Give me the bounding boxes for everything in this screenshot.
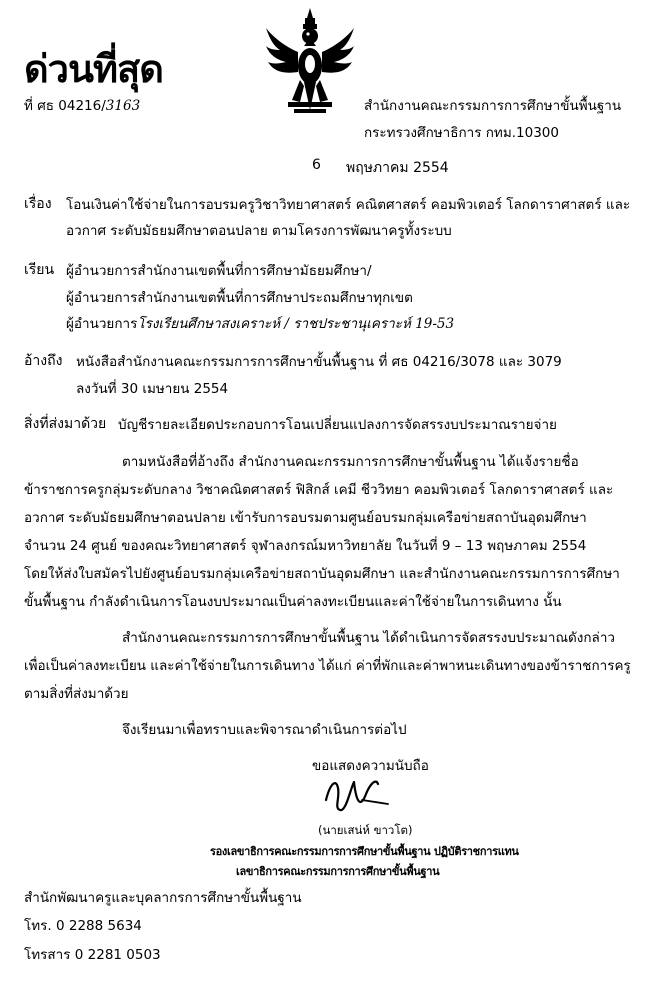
reference-line2: ลงวันที่ 30 เมษายน 2554 xyxy=(76,381,229,397)
signer-title-line1: รองเลขาธิการคณะกรรมการการศึกษาขั้นพื้นฐาน ปฏิบัติราชการแทน xyxy=(210,845,519,858)
recipient-line3-handwritten: โรงเรียนศึกษาสงเคราะห์ / ราชประชานุเคราะห์ 19-53 xyxy=(137,316,455,332)
body-paragraph1-line2: ข้าราชการครูกลุ่มระดับกลาง วิชาคณิตศาสตร์ ฟิสิกส์ เคมี ชีววิทยา คอมพิวเตอร์ โลกดาราศาสตร์ และ xyxy=(24,482,614,498)
issuing-office-line2: กระทรวงศึกษาธิการ กทม.10300 xyxy=(364,125,559,141)
closing-salutation: ขอแสดงความนับถือ xyxy=(312,758,429,774)
issuing-office-line1: สำนักงานคณะกรรมการการศึกษาขั้นพื้นฐาน xyxy=(364,98,622,114)
recipient-label: เรียน xyxy=(24,262,55,278)
date-day: 6 xyxy=(312,157,321,173)
body-paragraph2-line2: เพื่อเป็นค่าลงทะเบียน และค่าใช้จ่ายในการเดินทาง ได้แก่ ค่าที่พักและค่าพาหนะเดินทางของข้าราชการครู xyxy=(24,658,631,674)
recipient-line1: ผู้อำนวยการสำนักงานเขตพื้นที่การศึกษามัธยมศึกษา/ xyxy=(66,263,372,279)
subject-line1: โอนเงินค่าใช้จ่ายในการอบรมครูวิชาวิทยาศาสตร์ คณิตศาสตร์ คอมพิวเตอร์ โลกดาราศาสตร์ และ xyxy=(66,197,631,213)
enclosure-label: สิ่งที่ส่งมาด้วย xyxy=(24,416,107,432)
body-paragraph2-line1: สำนักงานคณะกรรมการการศึกษาขั้นพื้นฐาน ได้ดำเนินการจัดสรรงบประมาณดังกล่าว xyxy=(122,630,615,646)
signer-title-line2: เลขาธิการคณะกรรมการการศึกษาขั้นพื้นฐาน xyxy=(236,865,440,878)
reference-label: อ้างถึง xyxy=(24,353,63,369)
body-paragraph1-line5: โดยให้ส่งใบสมัครไปยังศูนย์อบรมกลุ่มเครือข่ายสถาบันอุดมศึกษา และสำนักงานคณะกรรมการการศึกษา xyxy=(24,566,620,582)
signer-name: (นายเสน่ห์ ขาวโต) xyxy=(318,823,413,837)
enclosure-text: บัญชีรายละเอียดประกอบการโอนเปลี่ยนแปลงการจัดสรรงบประมาณรายจ่าย xyxy=(118,417,557,433)
recipient-line3 xyxy=(66,312,454,334)
subject-label: เรื่อง xyxy=(24,196,52,212)
contact-office: สำนักพัฒนาครูและบุคลากรการศึกษาขั้นพื้นฐาน xyxy=(24,890,302,906)
recipient-line3-printed: ผู้อำนวยการ xyxy=(66,316,138,332)
urgency-stamp: ด่วนที่สุด xyxy=(24,47,163,91)
body-paragraph1-line6: ขั้นพื้นฐาน กำลังดำเนินการโอนงบประมาณเป็นค่าลงทะเบียนและค่าใช้จ่ายในการเดินทาง นั้น xyxy=(24,594,562,610)
body-paragraph2-line3: ตามสิ่งที่ส่งมาด้วย xyxy=(24,686,129,702)
body-paragraph1-line4: จำนวน 24 ศูนย์ ของคณะวิทยาศาสตร์ จุฬาลงกรณ์มหาวิทยาลัย ในวันที่ 9 – 13 พฤษภาคม 2554 xyxy=(24,538,587,554)
closing-request: จึงเรียนมาเพื่อทราบและพิจารณาดำเนินการต่อไป xyxy=(122,722,407,738)
handwritten-signature xyxy=(318,770,398,818)
body-paragraph1-line1: ตามหนังสือที่อ้างถึง สำนักงานคณะกรรมการการศึกษาขั้นพื้นฐาน ได้แจ้งรายชื่อ xyxy=(122,454,579,470)
date-month-year: พฤษภาคม 2554 xyxy=(346,160,449,176)
document-number-handwritten: 3163 xyxy=(105,98,141,114)
subject-line2: อวกาศ ระดับมัธยมศึกษาตอนปลาย ตามโครงการพัฒนาครูทั้งระบบ xyxy=(66,223,452,239)
body-paragraph1-line3: อวกาศ ระดับมัธยมศึกษาตอนปลาย เข้ารับการอบรมตามศูนย์อบรมกลุ่มเครือข่ายสถาบันอุดมศึกษา xyxy=(24,510,587,526)
garuda-emblem xyxy=(264,6,356,118)
contact-phone: โทร. 0 2288 5634 xyxy=(24,918,142,934)
contact-fax: โทรสาร 0 2281 0503 xyxy=(24,947,161,963)
reference-line1: หนังสือสำนักงานคณะกรรมการการศึกษาขั้นพื้นฐาน ที่ ศธ 04216/3078 และ 3079 xyxy=(76,354,562,370)
document-number xyxy=(24,94,140,116)
recipient-line2: ผู้อำนวยการสำนักงานเขตพื้นที่การศึกษาประถมศึกษาทุกเขต xyxy=(66,290,413,306)
document-number-prefix: ที่ ศธ 04216/ xyxy=(24,98,106,114)
